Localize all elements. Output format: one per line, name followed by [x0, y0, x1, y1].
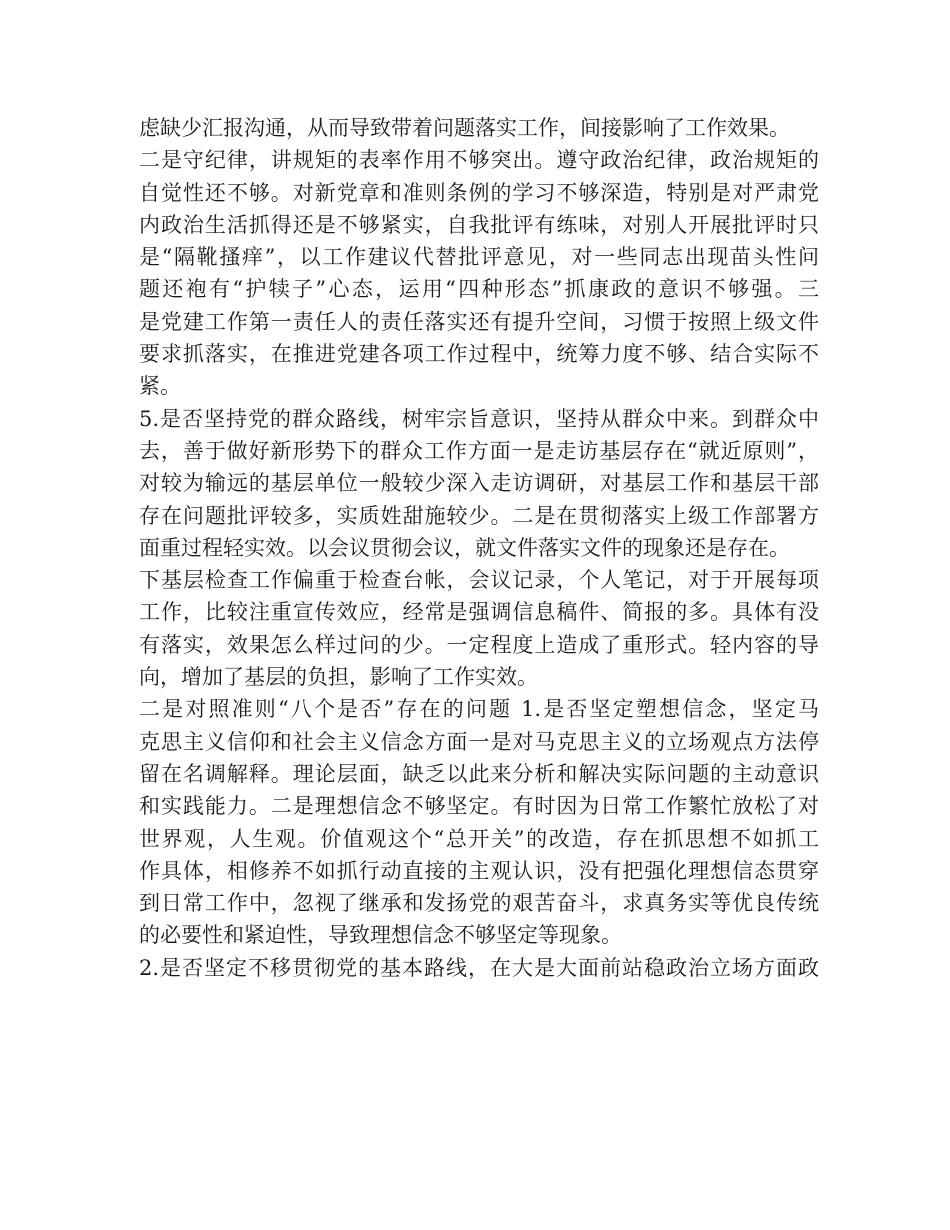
text-line: 虑缺少汇报沟通，从而导致带着问题落实工作，间接影响了工作效果。	[139, 116, 790, 140]
text-line: 的必要性和紧迫性，导致理想信念不够坚定等现象。	[139, 923, 622, 948]
text-line: 内政治生活抓得还是不够紧实，自我批评有练味，对别人开展批评时只	[139, 212, 819, 237]
text-line: 自觉性还不够。对新党章和准则条例的学习不够深造，特别是对严肃党	[139, 180, 819, 205]
text-line: 向，增加了基层的负担，影响了工作实效。	[139, 665, 538, 690]
text-line: 题还袍有“护犊子”心态，运用“四种形态”抓康政的意识不够强。三	[139, 277, 819, 302]
text-line: 世界观，人生观。价值观这个“总开关”的改造，存在抓思想不如抓工	[139, 826, 819, 851]
text-line: 是党建工作第一责任人的责任落实还有提升空间，习惯于按照上级文件	[139, 309, 819, 334]
text-line: 下基层检查工作偏重于检查台帐，会议记录，个人笔记，对于开展每项	[139, 568, 819, 593]
text-line: 去，善于做好新形势下的群众工作方面一是走访基层存在“就近原则”，	[139, 438, 819, 463]
text-line: 工作，比较注重宣传效应，经常是强调信息稿件、简报的多。具体有没	[139, 600, 819, 625]
text-line: 留在名调解释。理论层面，缺乏以此来分析和解决实际问题的主动意识	[139, 761, 819, 786]
text-line: 存在问题批评较多，实质姓甜施较少。二是在贯彻落实上级工作部署方	[139, 503, 819, 528]
text-line: 5.是否坚持党的群众路线，树牢宗旨意识，坚持从群众中来。到群众中	[139, 406, 819, 431]
text-line: 紧。	[139, 374, 181, 399]
document-body	[139, 112, 819, 984]
text-line: 二是守纪律，讲规矩的表率作用不够突出。遵守政治纪律，政治规矩的	[139, 148, 819, 173]
text-line: 2.是否坚定不移贯彻党的基本路线，在大是大面前站稳政治立场方面政	[139, 955, 819, 980]
text-line: 二是对照准则“八个是否”存在的问题 1.是否坚定塑想信念，坚定马	[139, 697, 819, 722]
text-line: 和实践能力。二是理想信念不够坚定。有时因为日常工作繁忙放松了对	[139, 794, 819, 819]
text-line: 作具体，相修养不如抓行动直接的主观认识，没有把强化理想信态贯穿	[139, 858, 819, 883]
text-line: 面重过程轻实效。以会议贯彻会议，就文件落实文件的现象还是存在。	[139, 535, 790, 560]
text-line: 对较为输远的基层单位一般较少深入走访调研，对基层工作和基层干部	[139, 471, 819, 496]
text-line: 要求抓落实，在推进党建各项工作过程中，统筹力度不够、结合实际不	[139, 342, 819, 367]
text-line: 到日常工作中，忽视了继承和发扬党的艰苦奋斗，求真务实等优良传统	[139, 891, 819, 916]
text-line: 有落实，效果怎么样过问的少。一定程度上造成了重形式。轻内容的导	[139, 632, 819, 657]
text-line: 克思主义信仰和社会主义信念方面一是对马克思主义的立场观点方法停	[139, 729, 819, 754]
text-line: 是“隔靴搔痒”，以工作建议代替批评意见，对一些同志出现苗头性问	[139, 245, 819, 270]
